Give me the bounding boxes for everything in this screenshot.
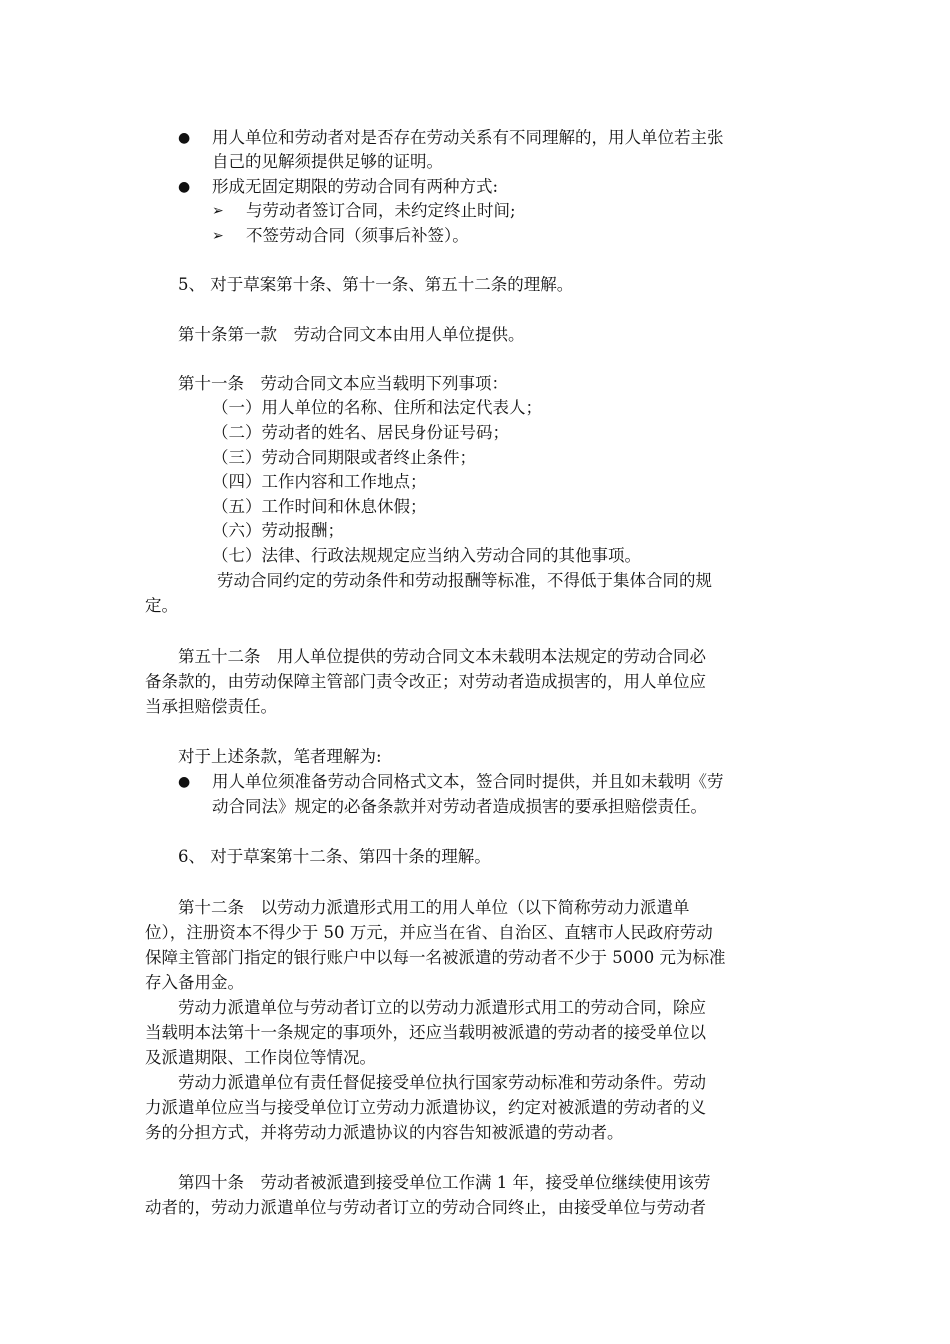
bullet-text: 用人单位须准备劳动合同格式文本，签合同时提供，并且如未载明《劳 <box>212 772 724 791</box>
sub-bullet-text: 不签劳动合同（须事后补签）。 <box>246 226 469 245</box>
article-12: 位），注册资本不得少于 50 万元，并应当在省、自治区、直辖市人民政府劳动 <box>145 923 713 942</box>
bullet-text: 自己的见解须提供足够的证明。 <box>212 152 443 171</box>
section-heading: 6、 对于草案第十二条、第四十条的理解。 <box>178 847 491 866</box>
arrow-bullet-icon: ➢ <box>212 203 224 219</box>
article-11-item: （六）劳动报酬； <box>212 521 344 540</box>
article-11-item: （四）工作内容和工作地点； <box>212 472 427 491</box>
article-11-intro: 第十一条 劳动合同文本应当载明下列事项： <box>178 374 508 393</box>
article-12: 第十二条 以劳动力派遣形式用工的用人单位（以下简称劳动力派遣单 <box>178 898 690 917</box>
article-11-item: （三）劳动合同期限或者终止条件； <box>212 448 476 467</box>
article-40: 动者的，劳动力派遣单位与劳动者订立的劳动合同终止，由接受单位与劳动者 <box>145 1198 706 1217</box>
article-52: 备条款的，由劳动保障主管部门责令改正；对劳动者造成损害的，用人单位应 <box>145 672 706 691</box>
bullet-icon: ● <box>178 130 191 146</box>
bullet-text: 形成无固定期限的劳动合同有两种方式: <box>212 177 499 196</box>
article-12: 力派遣单位应当与接受单位订立劳动力派遣协议，约定对被派遣的劳动者的义 <box>145 1098 706 1117</box>
article-11-tail: 定。 <box>145 596 178 615</box>
article-40: 第四十条 劳动者被派遣到接受单位工作满 1 年，接受单位继续使用该劳 <box>178 1173 711 1192</box>
article-12: 保障主管部门指定的银行账户中以每一名被派遣的劳动者不少于 5000 元为标准 <box>145 948 726 967</box>
article-10: 第十条第一款 劳动合同文本由用人单位提供。 <box>178 325 525 344</box>
bullet-text: 动合同法》规定的必备条款并对劳动者造成损害的要承担赔偿责任。 <box>212 797 707 816</box>
arrow-bullet-icon: ➢ <box>212 228 224 244</box>
article-11-item: （一）用人单位的名称、住所和法定代表人； <box>212 398 542 417</box>
bullet-icon: ● <box>178 774 191 790</box>
article-12: 当载明本法第十一条规定的事项外，还应当载明被派遣的劳动者的接受单位以 <box>145 1023 706 1042</box>
opinion-intro: 对于上述条款，笔者理解为: <box>178 747 382 766</box>
bullet-icon: ● <box>178 179 191 195</box>
article-12: 及派遣期限、工作岗位等情况。 <box>145 1048 376 1067</box>
article-12: 务的分担方式，并将劳动力派遣协议的内容告知被派遣的劳动者。 <box>145 1123 624 1142</box>
article-11-item: （五）工作时间和休息休假； <box>212 497 427 516</box>
article-11-tail: 劳动合同约定的劳动条件和劳动报酬等标准，不得低于集体合同的规 <box>217 571 712 590</box>
article-12: 劳动力派遣单位与劳动者订立的以劳动力派遣形式用工的劳动合同，除应 <box>178 998 706 1017</box>
article-52: 当承担赔偿责任。 <box>145 697 277 716</box>
article-52: 第五十二条 用人单位提供的劳动合同文本未载明本法规定的劳动合同必 <box>178 647 706 666</box>
section-heading: 5、 对于草案第十条、第十一条、第五十二条的理解。 <box>178 275 574 294</box>
article-11-item: （二）劳动者的姓名、居民身份证号码； <box>212 423 509 442</box>
article-12: 存入备用金。 <box>145 973 244 992</box>
bullet-text: 用人单位和劳动者对是否存在劳动关系有不同理解的，用人单位若主张 <box>212 128 724 147</box>
sub-bullet-text: 与劳动者签订合同，未约定终止时间; <box>246 201 516 220</box>
article-11-item: （七）法律、行政法规规定应当纳入劳动合同的其他事项。 <box>212 546 641 565</box>
article-12: 劳动力派遣单位有责任督促接受单位执行国家劳动标准和劳动条件。劳动 <box>178 1073 706 1092</box>
